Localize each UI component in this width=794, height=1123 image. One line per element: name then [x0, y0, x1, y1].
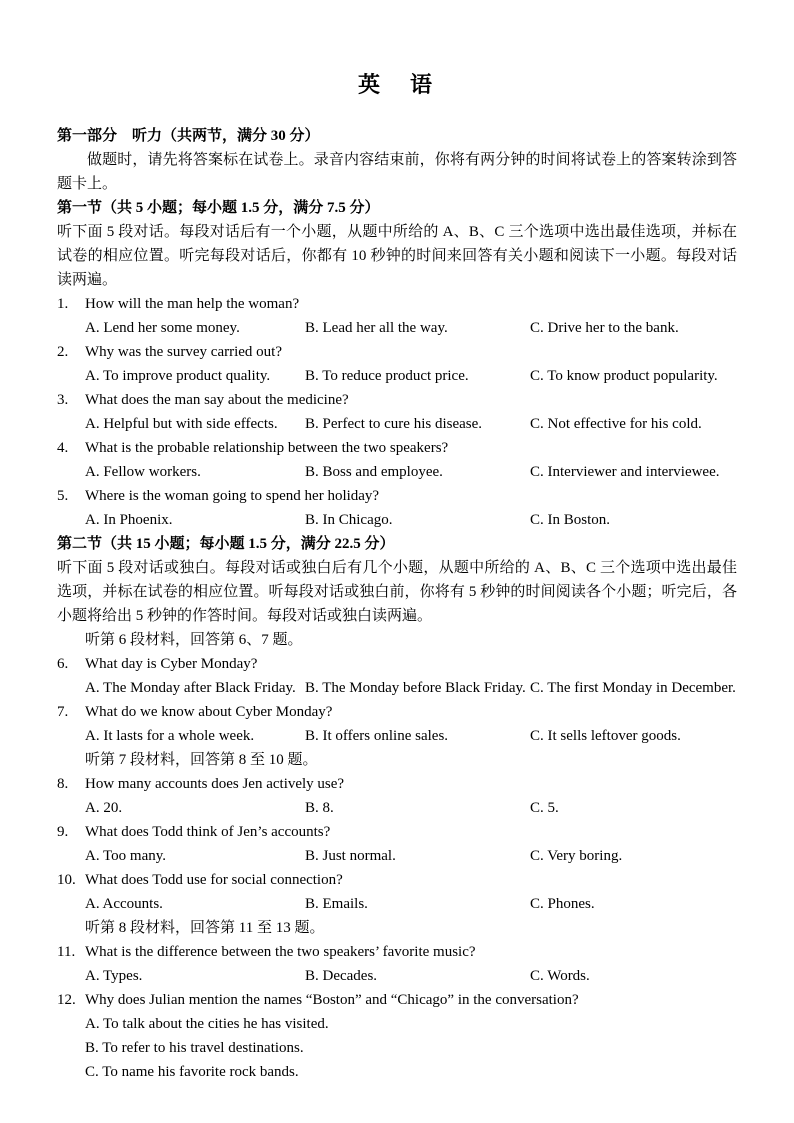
question-row-4: [57, 436, 737, 460]
question-options-8: [57, 796, 737, 820]
material-prompt-6: 听第 6 段材料，回答第 6、7 题。: [85, 632, 303, 648]
option-a: A. Too many.: [85, 848, 167, 864]
option-b: B. Just normal.: [305, 848, 396, 864]
option-c: C. To know product popularity.: [530, 368, 718, 384]
option-c: C. To name his favorite rock bands.: [85, 1064, 299, 1080]
option-a: A. 20.: [85, 800, 123, 816]
question-options-4: [57, 460, 737, 484]
question-text: Why does Julian mention the names “Boston” and “Chicago” in the conversation?: [85, 992, 579, 1008]
question-options-9: [57, 844, 737, 868]
option-b: B. Decades.: [305, 968, 378, 984]
option-a: A. Fellow workers.: [85, 464, 201, 480]
option-b: B. 8.: [305, 800, 334, 816]
question-text: How many accounts does Jen actively use?: [85, 776, 345, 792]
option-b: B. It offers online sales.: [305, 728, 449, 744]
material-prompt-7: 听第 7 段材料，回答第 8 至 10 题。: [85, 752, 318, 768]
option-b: B. The Monday before Black Friday.: [305, 680, 526, 696]
option-c: C. Interviewer and interviewee.: [530, 464, 720, 480]
option-b: B. To reduce product price.: [305, 368, 469, 384]
question-number: 7.: [57, 704, 69, 720]
question-number: 12.: [57, 992, 76, 1008]
question-text: What is the probable relationship between the two speakers?: [85, 440, 449, 456]
question-options-10: [57, 892, 737, 916]
question-number: 6.: [57, 656, 69, 672]
question-text: Where is the woman going to spend her holiday?: [85, 488, 380, 504]
section2-instructions: 听下面 5 段对话或独白。每段对话或独白后有几个小题，从题中所给的 A、B、C 三个选项中选出最佳选项，并标在试卷的相应位置。听每段对话或独白前，你将有 5 秒钟的时间阅读各个小题；听完后，各小题将给出 5 秒钟的作答时间。每段对话或独白读两遍。: [57, 560, 737, 624]
option-a: A. Types.: [85, 968, 143, 984]
option-a: A. In Phoenix.: [85, 512, 173, 528]
question-options-3: [57, 412, 737, 436]
part1-heading: 第一部分 听力（共两节，满分 30 分）: [57, 128, 320, 144]
option-b: B. In Chicago.: [305, 512, 393, 528]
option-b: B. To refer to his travel destinations.: [85, 1040, 304, 1056]
question-options-1: [57, 316, 737, 340]
page-title: 英 语: [357, 72, 436, 97]
option-b: B. Boss and employee.: [305, 464, 443, 480]
section1-heading: 第一节（共 5 小题；每小题 1.5 分，满分 7.5 分）: [57, 200, 380, 216]
option-b: B. Perfect to cure his disease.: [305, 416, 483, 432]
question-row-10: [57, 868, 737, 892]
question-row-3: [57, 388, 737, 412]
option-c: C. Phones.: [530, 896, 595, 912]
question-row-7: [57, 700, 737, 724]
question-text: What does Todd use for social connection?: [85, 872, 343, 888]
question-number: 1.: [57, 296, 69, 312]
question-options-5: [57, 508, 737, 532]
question-number: 11.: [57, 944, 76, 960]
question-text: What do we know about Cyber Monday?: [85, 704, 333, 720]
option-c: C. Drive her to the bank.: [530, 320, 679, 336]
option-c: C. Very boring.: [530, 848, 623, 864]
question-options-2: [57, 364, 737, 388]
option-a: A. Lend her some money.: [85, 320, 240, 336]
option-a: A. To talk about the cities he has visited.: [85, 1016, 329, 1032]
question-number: 3.: [57, 392, 69, 408]
question-row-12: [57, 988, 737, 1012]
question-options-6: [57, 676, 737, 700]
question-options-12: [57, 1012, 737, 1084]
question-row-8: [57, 772, 737, 796]
question-text: What is the difference between the two speakers’ favorite music?: [85, 944, 476, 960]
question-options-7: [57, 724, 737, 748]
option-a: A. To improve product quality.: [85, 368, 271, 384]
question-row-6: [57, 652, 737, 676]
option-c: C. It sells leftover goods.: [530, 728, 681, 744]
question-row-1: [57, 292, 737, 316]
question-number: 5.: [57, 488, 69, 504]
question-number: 8.: [57, 776, 69, 792]
part1-note: 做题时，请先将答案标在试卷上。录音内容结束前，你将有两分钟的时间将试卷上的答案转涂到答题卡上。: [57, 152, 737, 192]
option-c: C. 5.: [530, 800, 559, 816]
question-text: What day is Cyber Monday?: [85, 656, 258, 672]
question-row-5: [57, 484, 737, 508]
option-b: B. Emails.: [305, 896, 368, 912]
option-c: C. Words.: [530, 968, 590, 984]
question-number: 10.: [57, 872, 76, 888]
option-a: A. Accounts.: [85, 896, 163, 912]
question-text: What does Todd think of Jen’s accounts?: [85, 824, 331, 840]
material-prompt-8: 听第 8 段材料，回答第 11 至 13 题。: [85, 920, 325, 936]
question-number: 9.: [57, 824, 69, 840]
question-text: How will the man help the woman?: [85, 296, 300, 312]
section2-heading: 第二节（共 15 小题；每小题 1.5 分，满分 22.5 分）: [57, 536, 395, 552]
question-options-11: [57, 964, 737, 988]
question-number: 4.: [57, 440, 69, 456]
question-number: 2.: [57, 344, 69, 360]
option-c: C. Not effective for his cold.: [530, 416, 702, 432]
option-a: A. It lasts for a whole week.: [85, 728, 255, 744]
option-a: A. Helpful but with side effects.: [85, 416, 278, 432]
question-row-9: [57, 820, 737, 844]
option-b: B. Lead her all the way.: [305, 320, 448, 336]
section1-instructions: 听下面 5 段对话。每段对话后有一个小题，从题中所给的 A、B、C 三个选项中选出最佳选项，并标在试卷的相应位置。听完每段对话后，你都有 10 秒钟的时间来回答有关小题和阅读下一小题。每段对话读两遍。: [57, 224, 737, 288]
question-text: What does the man say about the medicine?: [85, 392, 349, 408]
option-a: A. The Monday after Black Friday.: [85, 680, 296, 696]
option-c: C. In Boston.: [530, 512, 611, 528]
option-c: C. The first Monday in December.: [530, 680, 736, 696]
question-row-11: [57, 940, 737, 964]
question-row-2: [57, 340, 737, 364]
question-text: Why was the survey carried out?: [85, 344, 283, 360]
